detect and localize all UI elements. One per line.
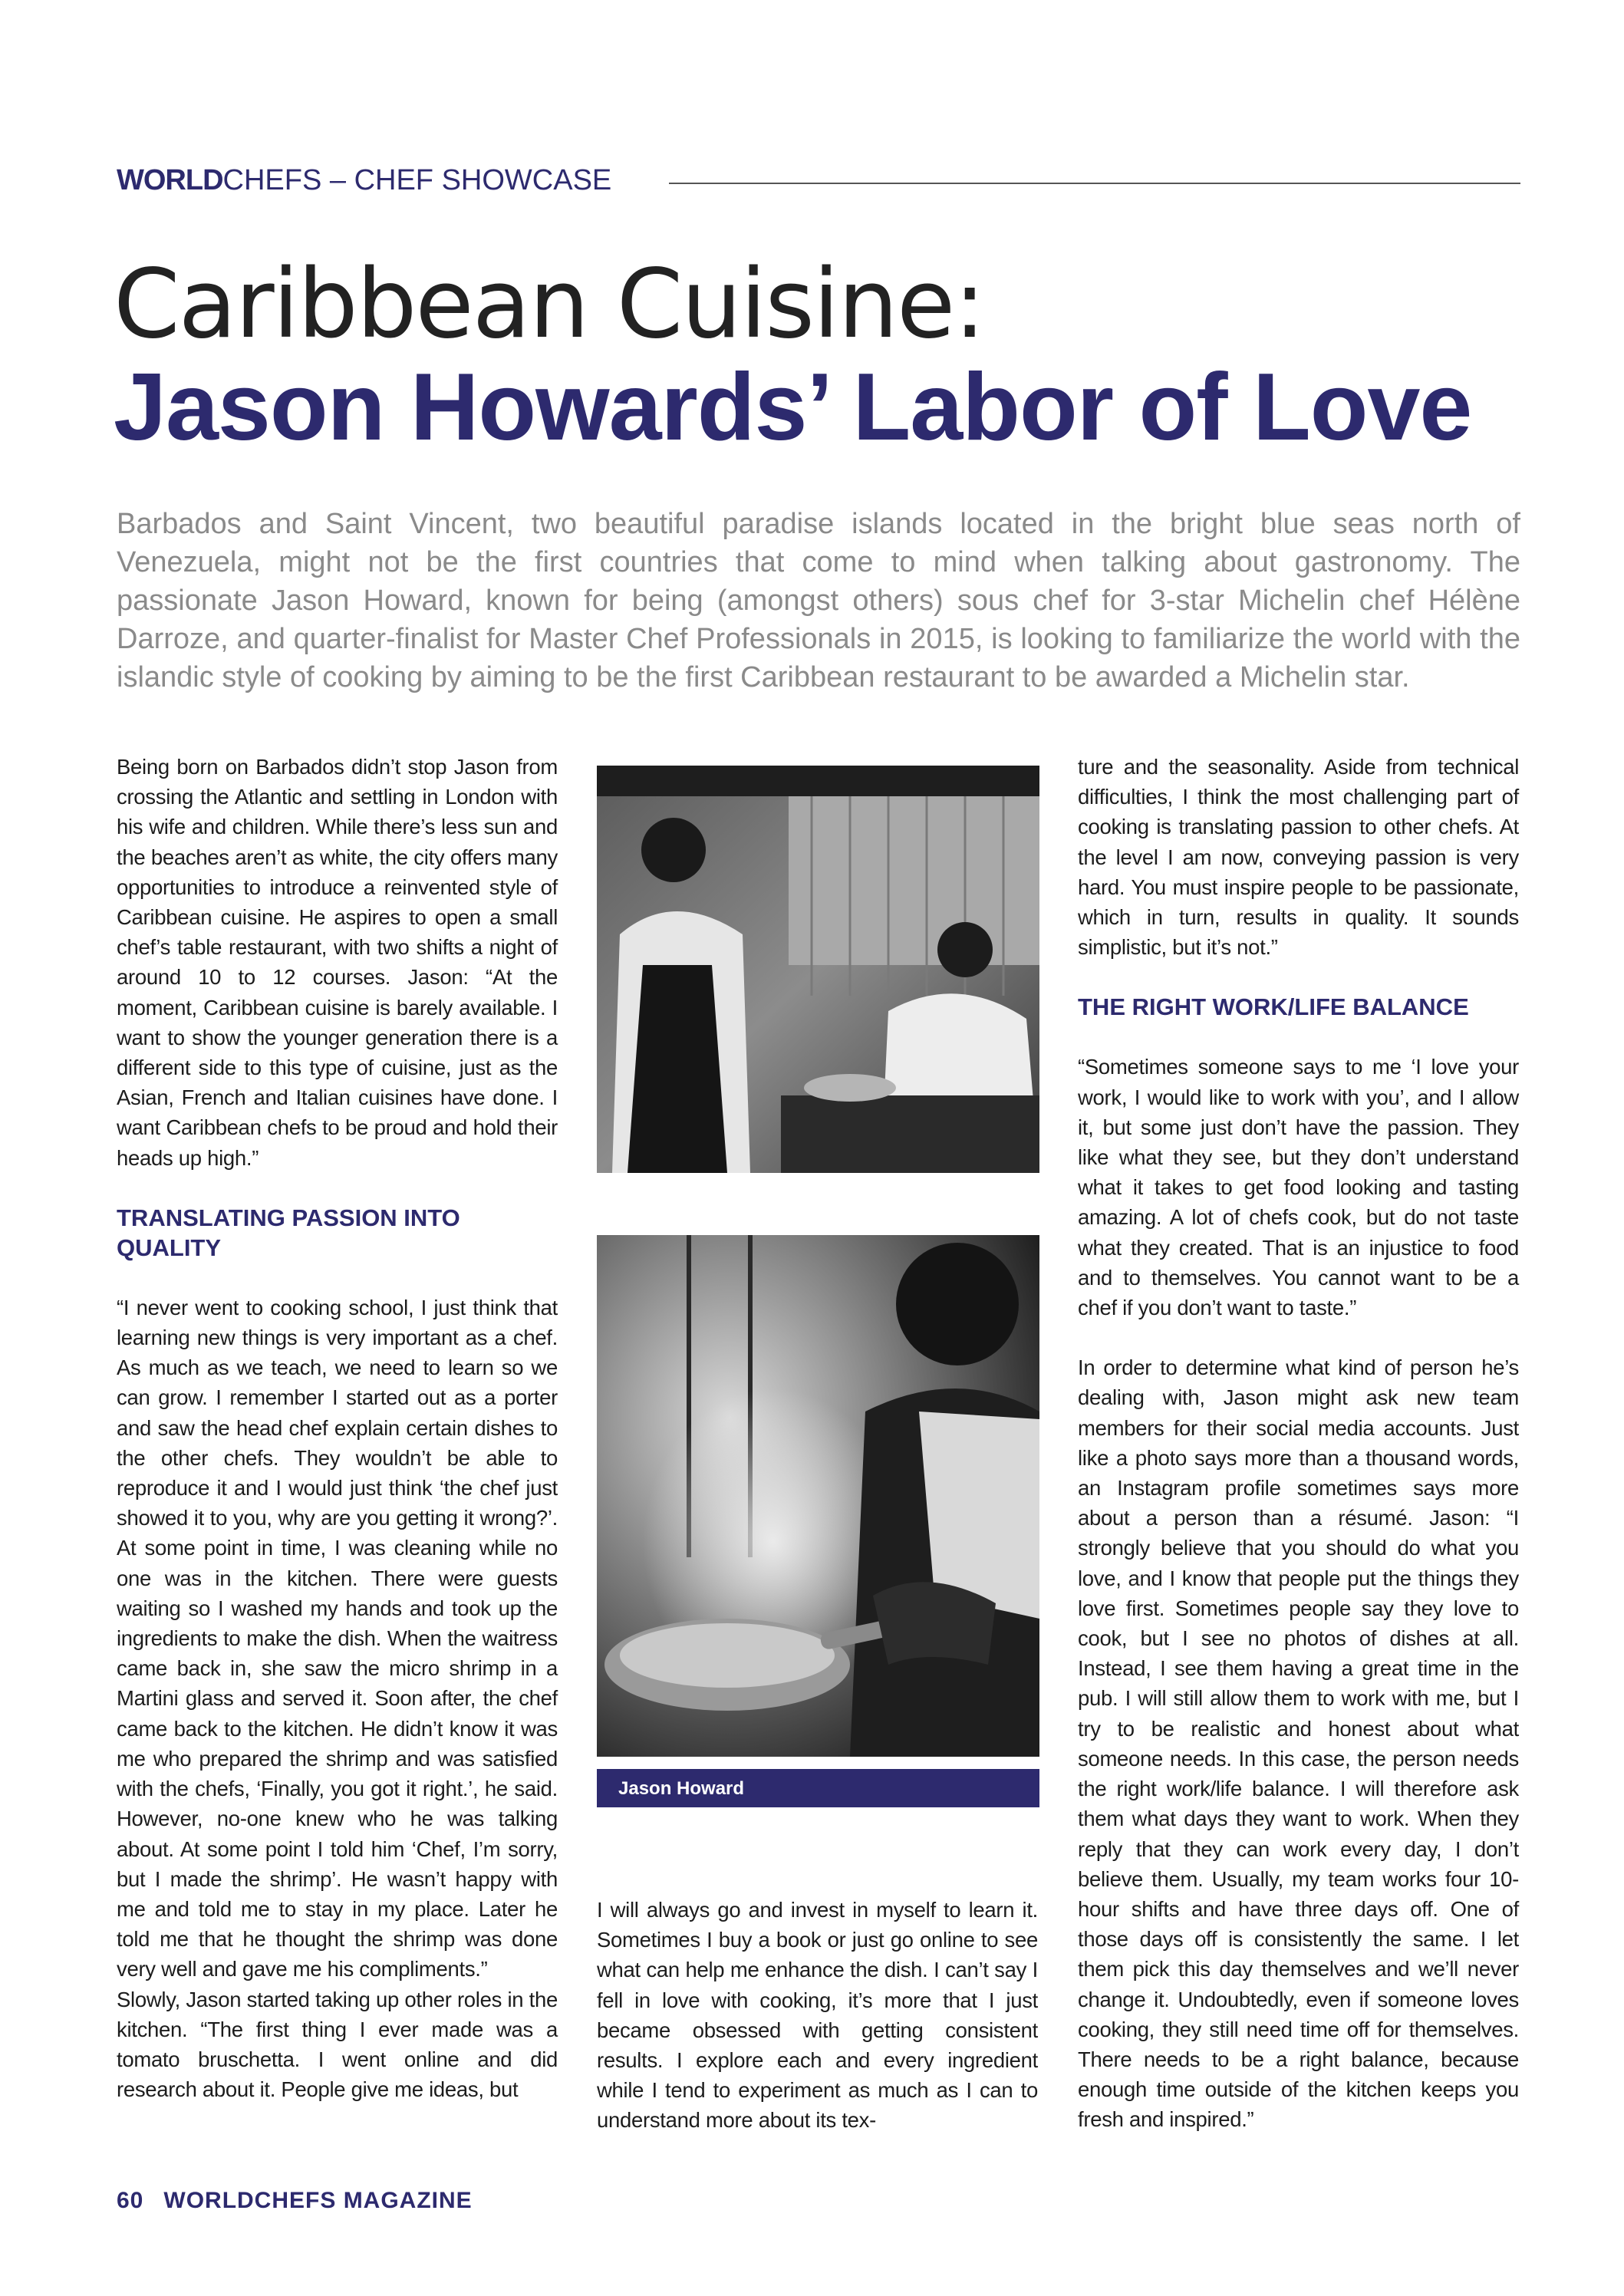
article-title-line1: Caribbean Cuisine:: [114, 249, 985, 360]
col1-paragraph-3: Slowly, Jason started taking up other roles in the kitchen. “The first thing I ever made was a tomato bruschetta. I went online and did research about it. People give me ideas, but: [117, 1987, 558, 2102]
col3-paragraph-3: In order to determine what kind of person he’s dealing with, Jason might ask new team members for their social media accounts. Just like a photo says more than a thousand words, an Instagram profile sometimes says more about a person than a résumé. Jason: “I strongly believe that you should do what you love, and I know that people put the things they love first. Sometimes people say they love to cook, but I see no photos of dishes at all. Instead, I see them having a great time in the pub. I will still allow them to work with me, but I try to be realistic and honest about what someone needs. In this case, the person needs the right work/life balance. I will therefore ask them what days they want to work. When they reply that they can work every day, I don’t believe them. Usually, my team works four 10-hour shifts and have three days off. One of those days off is consistently the same. I let them pick this day themselves and we’ll never change it. Undoubtedly, even if someone loves cooking, they still need time off for themselves. There needs to be a right balance, because enough time outside of the kitchen keeps you fresh and inspired.”: [1078, 1356, 1519, 2132]
column-1: [117, 752, 558, 2104]
col1-paragraph-2: “I never went to cooking school, I just think that learning new things is very important as a chef. As much as we teach, we need to learn so we can grow. I remember I started out as a porter and saw the head chef explain certain dishes to the other chefs. They wouldn’t be able to reproduce it and I would just think ‘the chef just showed it to you, why are you getting it wrong?’. At some point in time, I was cleaning while no one was in the kitchen. There were guests waiting so I washed my hands and took up the ingredients to make the dish. When the waitress came back in, she saw the micro shrimp in a Martini glass and served it. Soon after, the chef came back to the kitchen. He didn’t know it was me who prepared the shrimp and was satisfied with the chefs, ‘Finally, you got it right.’, he said. However, no-one knew who he was talking about. At some point I told him ‘Chef, I’m sorry, but I made the shrimp’. He wasn’t happy with me and told me to stay in my place. Later he told me that he thought the shrimp was done very well and gave me his compliments.”: [117, 1295, 558, 1981]
col3-paragraph-1: ture and the seasonality. Aside from technical difficulties, I think the most challenging part of cooking is translating passion to other chefs. At the level I am now, conveying passion is very hard. You must inspire people to be passionate, which in turn, results in quality. It sounds simplistic, but it’s not.”: [1078, 755, 1519, 960]
section-label-bold: WORLD: [117, 164, 223, 196]
col3-paragraph-2: “Sometimes someone says to me ‘I love your work, I would like to work with you’, and I allow it, but some just don’t have the passion. They like what they see, but they don’t understand what it takes to get food looking and tasting amazing. A lot of chefs cook, but do not taste what they created. That is an injustice to food and to themselves. You cannot want to be a chef if you don’t want to taste.”: [1078, 1055, 1519, 1320]
photo-chefs-kitchen: [597, 766, 1039, 1173]
col2-paragraph-1: I will always go and invest in myself to learn it. Sometimes I buy a book or just go online to see what can help me enhance the dish. I can’t say I fell in love with cooking, it’s more that I just became obsessed with getting consistent results. I explore each and every ingredient while I tend to experiment as much as I can to understand more about its tex-: [597, 1898, 1038, 2133]
section-header: [117, 164, 1520, 203]
column-2: [597, 1895, 1038, 2136]
page-number: 60: [117, 2188, 144, 2213]
column-3: [1078, 752, 1519, 2135]
photo-chef-steaming-pan: [597, 1235, 1039, 1757]
col1-paragraph-1: Being born on Barbados didn’t stop Jason from crossing the Atlantic and settling in London with his wife and children. While there’s less sun and the beaches aren’t as white, the city offers many opportunities to introduce a reinvented style of Caribbean cuisine. He aspires to open a small chef’s table restaurant, with two shifts a night of around 10 to 12 courses. Jason: “At the moment, Caribbean cuisine is barely available. I want to show the younger generation there is a different side to this type of cuisine, just as the Asian, French and Italian cuisines have done. I want Caribbean chefs to be proud and hold their heads up high.”: [117, 755, 558, 1170]
header-rule: [669, 183, 1520, 184]
article-lede: Barbados and Saint Vincent, two beautiful paradise islands located in the bright blue seas north of Venezuela, might not be the first countries that come to mind when talking about gastronomy. The passionate Jason Howard, known for being (amongst others) sous chef for 3-star Michelin chef Hélène Darroze, and quarter-finalist for Master Chef Professionals in 2015, is looking to familiarize the world with the islandic style of cooking by aiming to be the first Caribbean restaurant to be awarded a Michelin star.: [117, 508, 1520, 693]
section-label: [117, 164, 611, 197]
page-footer: [117, 2188, 473, 2214]
col1-subheading: TRANSLATING PASSION INTO QUALITY: [117, 1204, 460, 1261]
magazine-name: WORLDCHEFS MAGAZINE: [163, 2188, 473, 2213]
col3-subheading: THE RIGHT WORK/LIFE BALANCE: [1078, 993, 1469, 1021]
article-title-line2: Jason Howards’ Labor of Love: [114, 354, 1472, 460]
photo-caption: Jason Howard: [618, 1778, 745, 1799]
photo-caption-bar: [597, 1769, 1039, 1807]
section-label-rest: CHEFS – CHEF SHOWCASE: [222, 164, 612, 196]
